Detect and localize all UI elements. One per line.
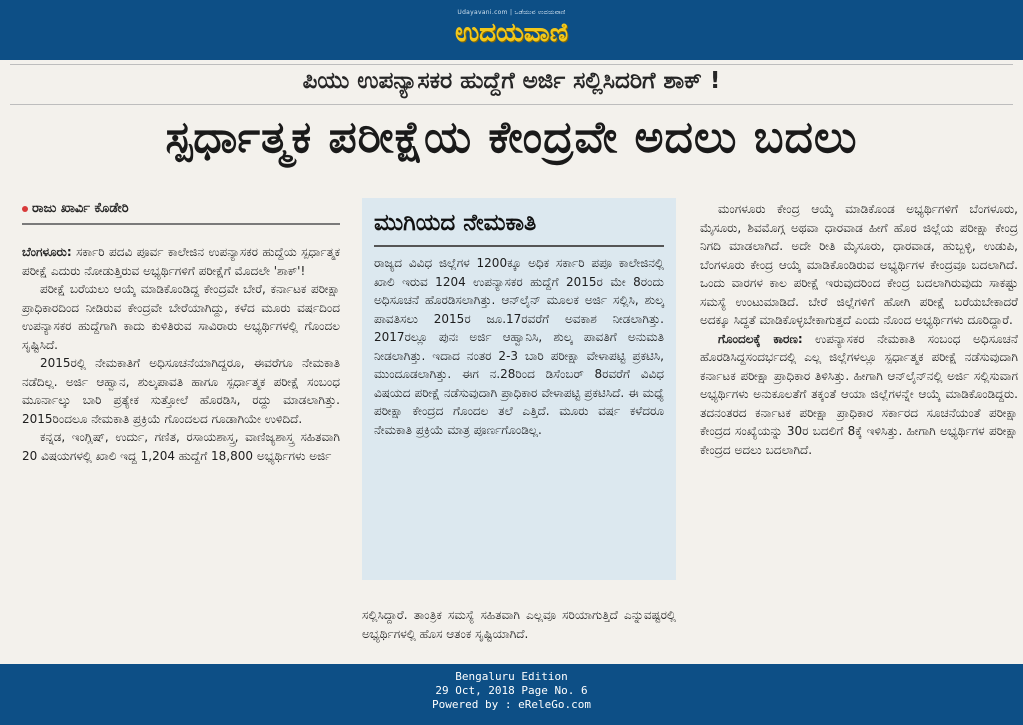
column-3 <box>700 200 1018 459</box>
box-title: ಮುಗಿಯದ ನೇಮಕಾತಿ <box>374 210 537 236</box>
box-rule <box>374 245 664 247</box>
paragraph: ಮಂಗಳೂರು ಕೇಂದ್ರ ಆಯ್ಕೆ ಮಾಡಿಕೊಂಡ ಅಭ್ಯರ್ಥಿಗಳಿಗೆ ಬೆಂಗಳೂರು, ಮೈಸೂರು, ಶಿವಮೊಗ್ಗ ಅಥವಾ ಧಾರವಾಡ ಹೀಗೆ ಹೊರ ಜಿಲ್ಲೆಯ ಪರೀಕ್ಷಾ ಕೇಂದ್ರ ನಿಗದಿ ಮಾಡಲಾಗಿದೆ. ಅದೇ ರೀತಿ ಮೈಸೂರು, ಧಾರವಾಡ, ಹುಬ್ಬಳ್ಳಿ, ಉಡುಪಿ, ಬೆಂಗಳೂರು ಕೇಂದ್ರ ಆಯ್ಕೆ ಮಾಡಿಕೊಂಡಿರುವ ಅಭ್ಯರ್ಥಿಗಳ ಕೇಂದ್ರವೂ ಬದಲಾಗಿದೆ. ಒಂದು ವಾರಗಳ ಕಾಲ ಪರೀಕ್ಷೆ ಇರುವುದರಿಂದ ಕೇಂದ್ರ ಬದಲಾಗಿರುವುದು ಸಾಕಷ್ಟು ಸಮಸ್ಯೆ ಉಂಟುಮಾಡಿದೆ. ಬೇರೆ ಜಿಲ್ಲೆಗಳಿಗೆ ಹೋಗಿ ಪರೀಕ್ಷೆ ಬರೆಯಬೇಕಾದರೆ ಅದಕ್ಕೂ ಸಿದ್ಧತೆ ಮಾಡಿಕೊಳ್ಳಬೇಕಾಗುತ್ತದೆ ಎಂದು ನೊಂದ ಅಭ್ಯರ್ಥಿಗಳು ದೂರಿದ್ದಾರೆ. <box>700 202 1018 327</box>
kicker-rule <box>10 104 1013 105</box>
paragraph: 2015ರಲ್ಲಿ ನೇಮಕಾತಿಗೆ ಅಧಿಸೂಚನೆಯಾಗಿದ್ದರೂ, ಈವರೆಗೂ ನೇಮಕಾತಿ ನಡೆದಿಲ್ಲ. ಅರ್ಜಿ ಆಹ್ವಾನ, ಶುಲ್ಕಪಾವತಿ ಹಾಗೂ ಸ್ಪರ್ಧಾತ್ಮಕ ಪರೀಕ್ಷೆ ಸಂಬಂಧ ಮೂರ್ನಾಲ್ಕು ಬಾರಿ ಪ್ರತ್ಯೇಕ ಸುತ್ತೋಲೆ ಹೊರಡಿಸಿ, ರದ್ದು ಮಾಡಲಾಗಿತ್ತು. 2015ರಿಂದಲೂ ನೇಮಕಾತಿ ಪ್ರಕ್ರಿಯೆ ಗೊಂದಲದ ಗೂಡಾಗಿಯೇ ಉಳಿದಿದೆ. <box>22 356 340 426</box>
edition-label: Bengaluru Edition <box>455 670 568 683</box>
paragraph-text: ಉಪನ್ಯಾಸಕರ ನೇಮಕಾತಿ ಸಂಬಂಧ ಅಧಿಸೂಚನೆ ಹೊರಡಿಸಿದ್ದಸಂದರ್ಭದಲ್ಲಿ ಎಲ್ಲ ಜಿಲ್ಲೆಗಳಲ್ಲೂ ಸ್ಪರ್ಧಾತ್ಮಕ ಪರೀಕ್ಷೆ ನಡೆಸುವುದಾಗಿ ಕರ್ನಾಟಕ ಪರೀಕ್ಷಾ ಪ್ರಾಧಿಕಾರ ತಿಳಿಸಿತ್ತು. ಹೀಗಾಗಿ ಆನ್‌ಲೈನ್‌ನಲ್ಲಿ ಅರ್ಜಿ ಸಲ್ಲಿಸುವಾಗ ಅಭ್ಯರ್ಥಿಗಳು ಅನುಕೂಲತೆಗೆ ತಕ್ಕಂತೆ ಆಯಾ ಜಿಲ್ಲೆಗಳನ್ನೇ ಆಯ್ಕೆ ಮಾಡಿಕೊಂಡಿದ್ದರು. ತದನಂತರದ ಕರ್ನಾಟಕ ಪರೀಕ್ಷಾ ಪ್ರಾಧಿಕಾರ ಸರ್ಕಾರದ ಸೂಚನೆಯಂತೆ ಪರೀಕ್ಷಾ ಕೇಂದ್ರದ ಸಂಖ್ಯೆಯನ್ನು 30ರ ಬದಲಿಗೆ 8ಕ್ಕೆ ಇಳಿಸಿತ್ತು. ಹೀಗಾಗಿ ಅಭ್ಯರ್ಥಿಗಳ ಪರೀಕ್ಷಾ ಕೇಂದ್ರದ ಅದಲು ಬದಲಾಗಿದೆ. <box>700 331 1018 457</box>
masthead <box>0 0 1023 60</box>
sidebar-box <box>362 198 676 580</box>
paragraph: ಸಲ್ಲಿಸಿದ್ದಾರೆ. ತಾಂತ್ರಿಕ ಸಮಸ್ಯೆ ಸಹಿತವಾಗಿ ಎಲ್ಲವೂ ಸರಿಯಾಗುತ್ತಿದೆ ಎನ್ನುವಷ್ಟರಲ್ಲಿ ಅಭ್ಯರ್ಥಿಗಳಲ್ಲಿ ಹೊಸ ಆತಂಕ ಸೃಷ್ಟಿಯಾಗಿದೆ. <box>362 608 676 641</box>
footer <box>0 664 1023 725</box>
date-page-label: 29 Oct, 2018 Page No. 6 <box>435 684 588 697</box>
byline-rule <box>22 223 340 225</box>
article-headline: ಸ್ಪರ್ಧಾತ್ಮಕ ಪರೀಕ್ಷೆಯ ಕೇಂದ್ರವೇ ಅದಲು ಬದಲು <box>165 112 858 163</box>
bullet-icon <box>22 206 28 212</box>
paragraph <box>700 330 1018 460</box>
powered-by-label: Powered by : eReleGo.com <box>432 698 591 711</box>
column-2-tail <box>362 606 676 643</box>
paragraph: ಕನ್ನಡ, ಇಂಗ್ಲಿಷ್, ಉರ್ದು, ಗಣಿತ, ರಸಾಯಶಾಸ್ತ್ರ, ವಾಣಿಜ್ಯಶಾಸ್ತ್ರ ಸಹಿತವಾಗಿ 20 ವಿಷಯಗಳಲ್ಲಿ ಖಾಲಿ ಇದ್ದ 1,204 ಹುದ್ದೆಗೆ 18,800 ಅಭ್ಯರ್ಥಿಗಳು ಅರ್ಜಿ <box>22 430 340 463</box>
byline <box>22 201 129 216</box>
column-1 <box>22 243 340 465</box>
subhead: ಗೊಂದಲಕ್ಕೆ ಕಾರಣ: <box>718 331 803 346</box>
top-rule <box>10 64 1013 65</box>
paragraph: ಪರೀಕ್ಷೆ ಬರೆಯಲು ಆಯ್ಕೆ ಮಾಡಿಕೊಂಡಿದ್ದ ಕೇಂದ್ರವೇ ಬೇರೆ, ಕರ್ನಾಟಕ ಪರೀಕ್ಷಾ ಪ್ರಾಧಿಕಾರದಿಂದ ನೀಡಿರುವ ಕೇಂದ್ರವೇ ಬೇರೆಯಾಗಿದ್ದು, ಕಳೆದ ಮೂರು ವರ್ಷದಿಂದ ಉಪನ್ಯಾಸಕರ ಹುದ್ದೆಗಾಗಿ ಕಾದು ಕುಳಿತಿರುವ ಸಾವಿರಾರು ಅಭ್ಯರ್ಥಿಗಳಲ್ಲಿ ಗೊಂದಲ ಸೃಷ್ಟಿಸಿದೆ. <box>22 282 340 352</box>
newspaper-logo: ಉದಯವಾಣಿ <box>455 18 568 48</box>
box-body <box>374 254 664 439</box>
byline-author: ರಾಜು ಖಾರ್ವಿ ಕೊಡೇರಿ <box>32 201 129 216</box>
masthead-tagline: Udayavani.com | ಒಡೆಯುವ ಉದಯವಾಣಿ <box>457 9 566 16</box>
paragraph: ರಾಜ್ಯದ ವಿವಿಧ ಜಿಲ್ಲೆಗಳ 1200ಕ್ಕೂ ಅಧಿಕ ಸರ್ಕಾರಿ ಪಪೂ ಕಾಲೇಜಿನಲ್ಲಿ ಖಾಲಿ ಇರುವ 1204 ಉಪನ್ಯಾಸಕರ ಹುದ್ದೆಗೆ 2015ರ ಮೇ 8ರಂದು ಅಧಿಸೂಚನೆ ಹೊರಡಿಸಲಾಗಿತ್ತು. ಆನ್‌ಲೈನ್ ಮೂಲಕ ಅರ್ಜಿ ಸಲ್ಲಿಸಿ, ಶುಲ್ಕ ಪಾವತಿಸಲು 2015ರ ಜೂ.17ರವರೆಗೆ ಅವಕಾಶ ನೀಡಲಾಗಿತ್ತು. 2017ರಲ್ಲೂ ಪುನಃ ಅರ್ಜಿ ಆಹ್ವಾನಿಸಿ, ಶುಲ್ಕ ಪಾವತಿಗೆ ಅನುಮತಿ ನೀಡಲಾಗಿತ್ತು. ಇದಾದ ನಂತರ 2-3 ಬಾರಿ ಪರೀಕ್ಷಾ ವೇಳಾಪಟ್ಟಿ ಪ್ರಕಟಿಸಿ, ಮುಂದೂಡಲಾಗಿತ್ತು. ಈಗ ನ.28ರಿಂದ ಡಿಸೆಂಬರ್ 8ರವರೆಗೆ ವಿವಿಧ ವಿಷಯದ ಪರೀಕ್ಷೆ ನಡೆಸುವುದಾಗಿ ಪ್ರಾಧಿಕಾರ ವೇಳಾಪಟ್ಟಿ ಪ್ರಕಟಿಸಿದೆ. ಈ ಮಧ್ಯೆ ಪರೀಕ್ಷಾ ಕೇಂದ್ರದ ಗೊಂದಲ ತಲೆ ಎತ್ತಿದೆ. ಮೂರು ವರ್ಷ ಕಳೆದರೂ ನೇಮಕಾತಿ ಪ್ರಕ್ರಿಯೆ ಮಾತ್ರ ಪೂರ್ಣಗೊಂಡಿಲ್ಲ. <box>374 256 664 437</box>
dateline: ಬೆಂಗಳೂರು: <box>22 245 72 259</box>
paragraph-text: ಸರ್ಕಾರಿ ಪದವಿ ಪೂರ್ವ ಕಾಲೇಜಿನ ಉಪನ್ಯಾಸಕರ ಹುದ್ದೆಯ ಸ್ಪರ್ಧಾತ್ಮಕ ಪರೀಕ್ಷೆ ಎದುರು ನೋಡುತ್ತಿರುವ ಅಭ್ಯರ್ಥಿಗಳಿಗೆ ಪರೀಕ್ಷೆಗೆ ಮೊದಲೇ 'ಶಾಕ್'! <box>22 245 340 278</box>
paragraph <box>22 243 340 280</box>
newspaper-page <box>0 60 1023 664</box>
article-kicker: ಪಿಯು ಉಪನ್ಯಾಸಕರ ಹುದ್ದೆಗೆ ಅರ್ಜಿ ಸಲ್ಲಿಸಿದರಿಗೆ ಶಾಕ್ ! <box>302 68 721 94</box>
